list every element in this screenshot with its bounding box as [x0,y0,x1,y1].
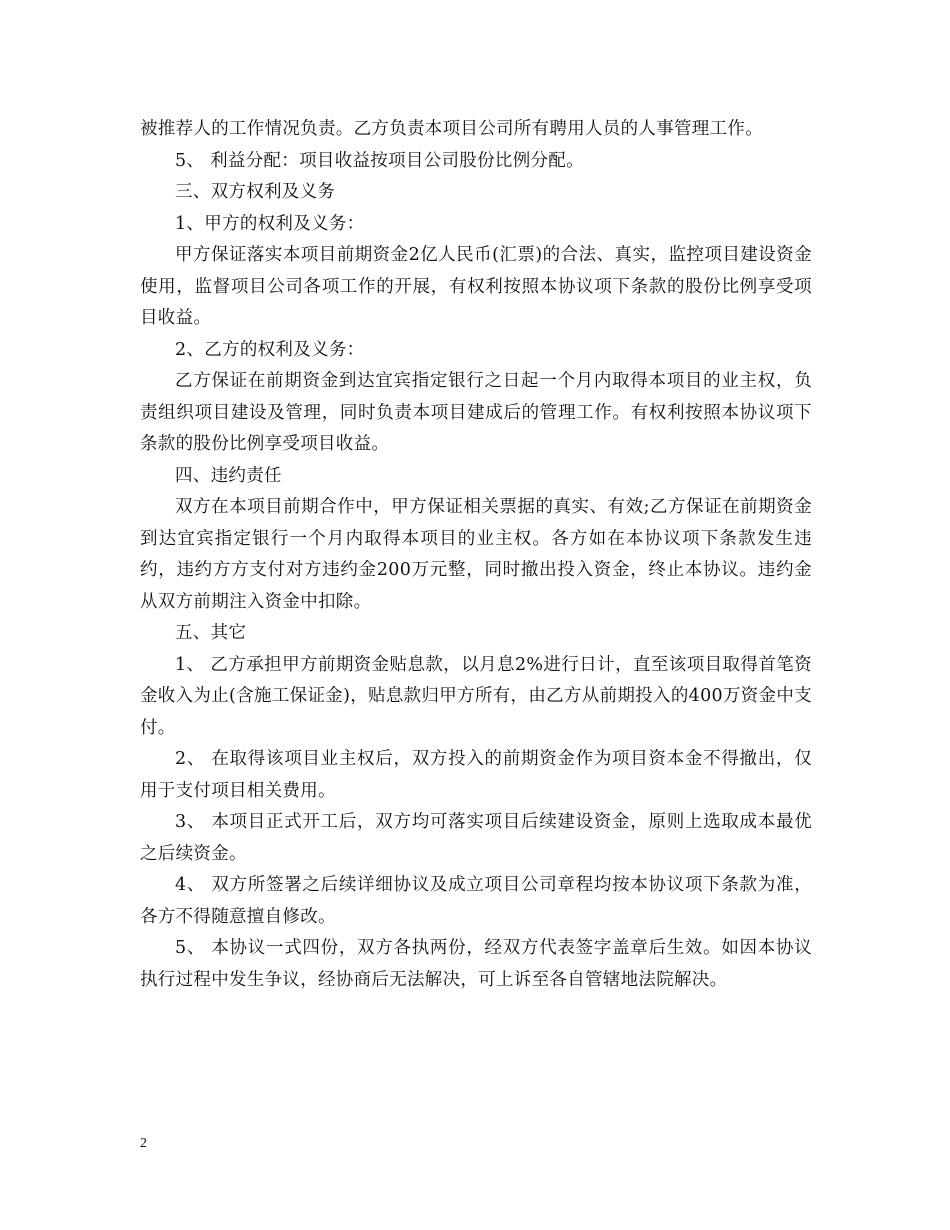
paragraph-party-a-rights: 甲方保证落实本项目前期资金2亿人民币(汇票)的合法、真实，监控项目建设资金使用，监督项目公司各项工作的开展，有权利按照本协议项下条款的股份比例享受项目收益。 [140,245,812,328]
section-heading-breach-liability: 四、违约责任 [175,465,282,486]
paragraph-profit-distribution: 5、 利益分配：项目收益按项目公司股份比例分配。 [175,150,584,171]
section-heading-other: 五、其它 [175,623,247,643]
section-heading-rights-obligations: 三、双方权利及义务 [175,182,336,202]
paragraph-breach-liability: 双方在本项目前期合作中，甲方保证相关票据的真实、有效;乙方保证在前期资金到达宜宾指定银行一个月内取得本项目的业主权。各方如在本协议项下条款发生违约，违约方方支付对方违约金200万元整，同时撤出投入资金，终止本协议。违约金从双方前期注入资金中扣除。 [140,497,812,612]
page-number: 2 [140,1136,147,1151]
subheading-party-a-rights: 1、甲方的权利及义务： [175,213,365,234]
paragraph-other-1: 1、 乙方承担甲方前期资金贴息款，以月息2%进行日计，直至该项目取得首笔资金收入为止(含施工保证金)，贴息款归甲方所有，由乙方从前期投入的400万资金中支付。 [140,654,812,738]
paragraph-other-5: 5、 本协议一式四份，双方各执两份，经双方代表签字盖章后生效。如因本协议执行过程中发生争议，经协商后无法解决，可上诉至各自管辖地法院解决。 [140,938,812,990]
paragraph-other-3: 3、 本项目正式开工后，双方均可落实项目后续建设资金，原则上选取成本最优之后续资金。 [140,812,812,864]
paragraph-other-4: 4、 双方所签署之后续详细协议及成立项目公司章程均按本协议项下条款为准，各方不得随意擅自修改。 [140,875,812,927]
document-body [140,114,812,996]
paragraph-other-2: 2、 在取得该项目业主权后，双方投入的前期资金作为项目资本金不得撤出，仅用于支付项目相关费用。 [140,749,812,801]
subheading-party-b-rights: 2、乙方的权利及义务： [175,339,365,360]
paragraph-continuation: 被推荐人的工作情况负责。乙方负责本项目公司所有聘用人员的人事管理工作。 [140,119,763,139]
paragraph-party-b-rights: 乙方保证在前期资金到达宜宾指定银行之日起一个月内取得本项目的业主权，负责组织项目建设及管理，同时负责本项目建成后的管理工作。有权利按照本协议项下条款的股份比例享受项目收益。 [140,371,812,454]
